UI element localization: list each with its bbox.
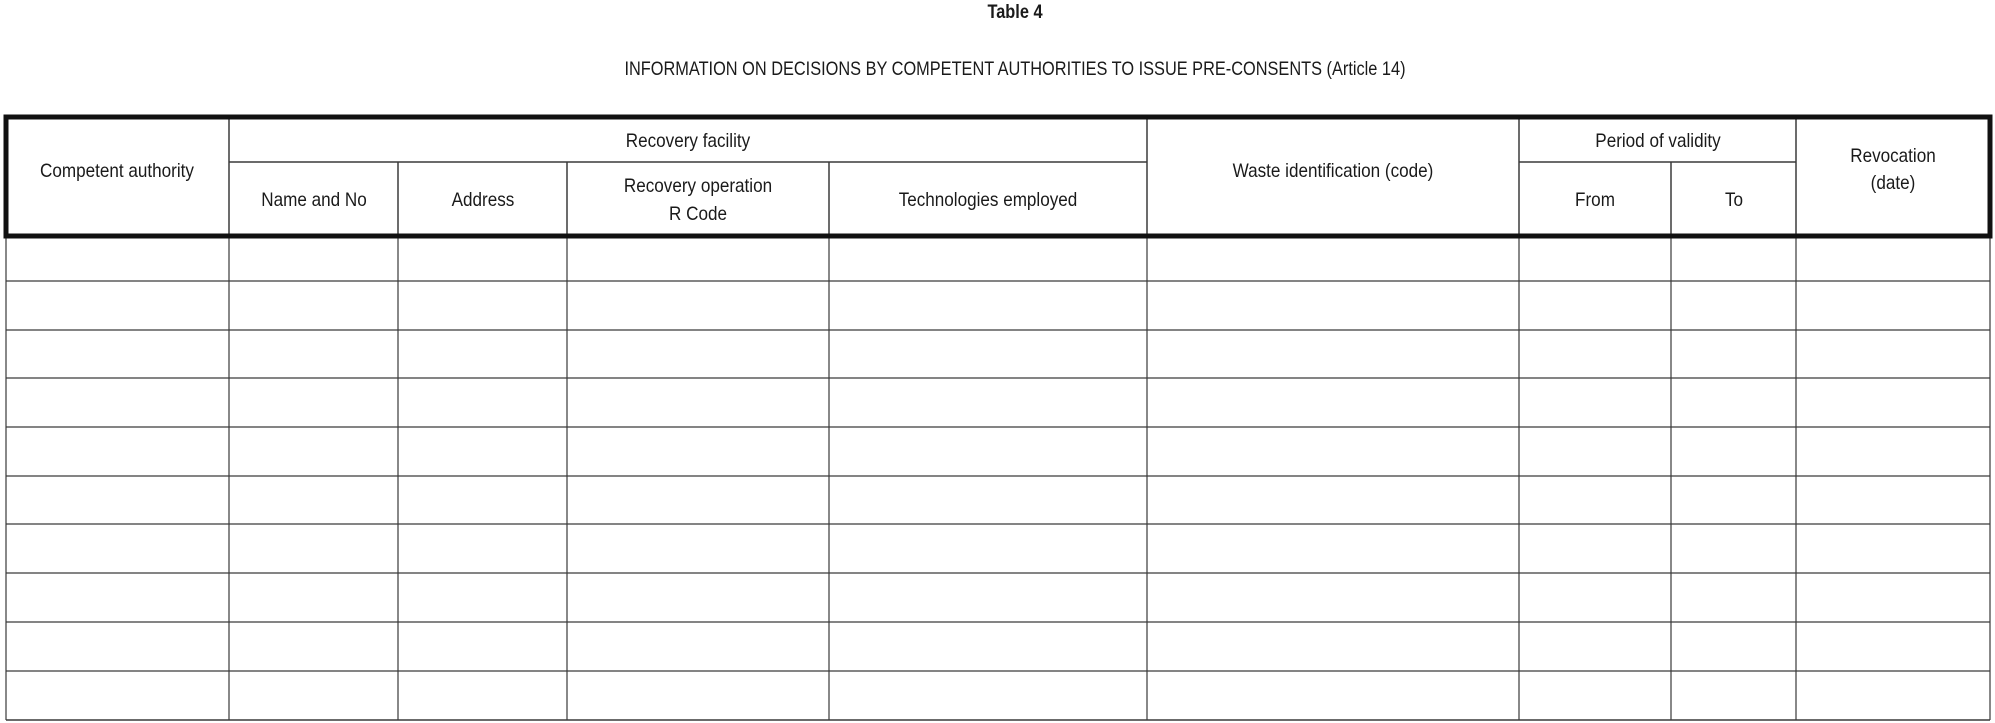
header-competent-authority: Competent authority xyxy=(40,160,194,182)
header-name-and-no: Name and No xyxy=(261,189,367,211)
table-number: Table 4 xyxy=(987,2,1043,23)
header-period-of-validity: Period of validity xyxy=(1595,130,1721,152)
header-recovery-operation: Recovery operation xyxy=(623,175,773,197)
header-technologies-employed: Technologies employed xyxy=(898,189,1078,211)
header-recovery-facility: Recovery facility xyxy=(625,130,751,152)
header-revocation-date: (date) xyxy=(1870,172,1916,194)
header-to: To xyxy=(1724,189,1744,211)
header-revocation: Revocation xyxy=(1850,145,1936,167)
header-waste-identification: Waste identification (code) xyxy=(1232,160,1434,182)
header-labels xyxy=(40,130,1936,224)
header-r-code: R Code xyxy=(669,203,727,225)
table-caption: INFORMATION ON DECISIONS BY COMPETENT AUTHORITIES TO ISSUE PRE-CONSENTS (Article 14) xyxy=(624,59,1406,80)
header-from: From xyxy=(1575,189,1615,211)
header-address: Address xyxy=(451,189,515,211)
